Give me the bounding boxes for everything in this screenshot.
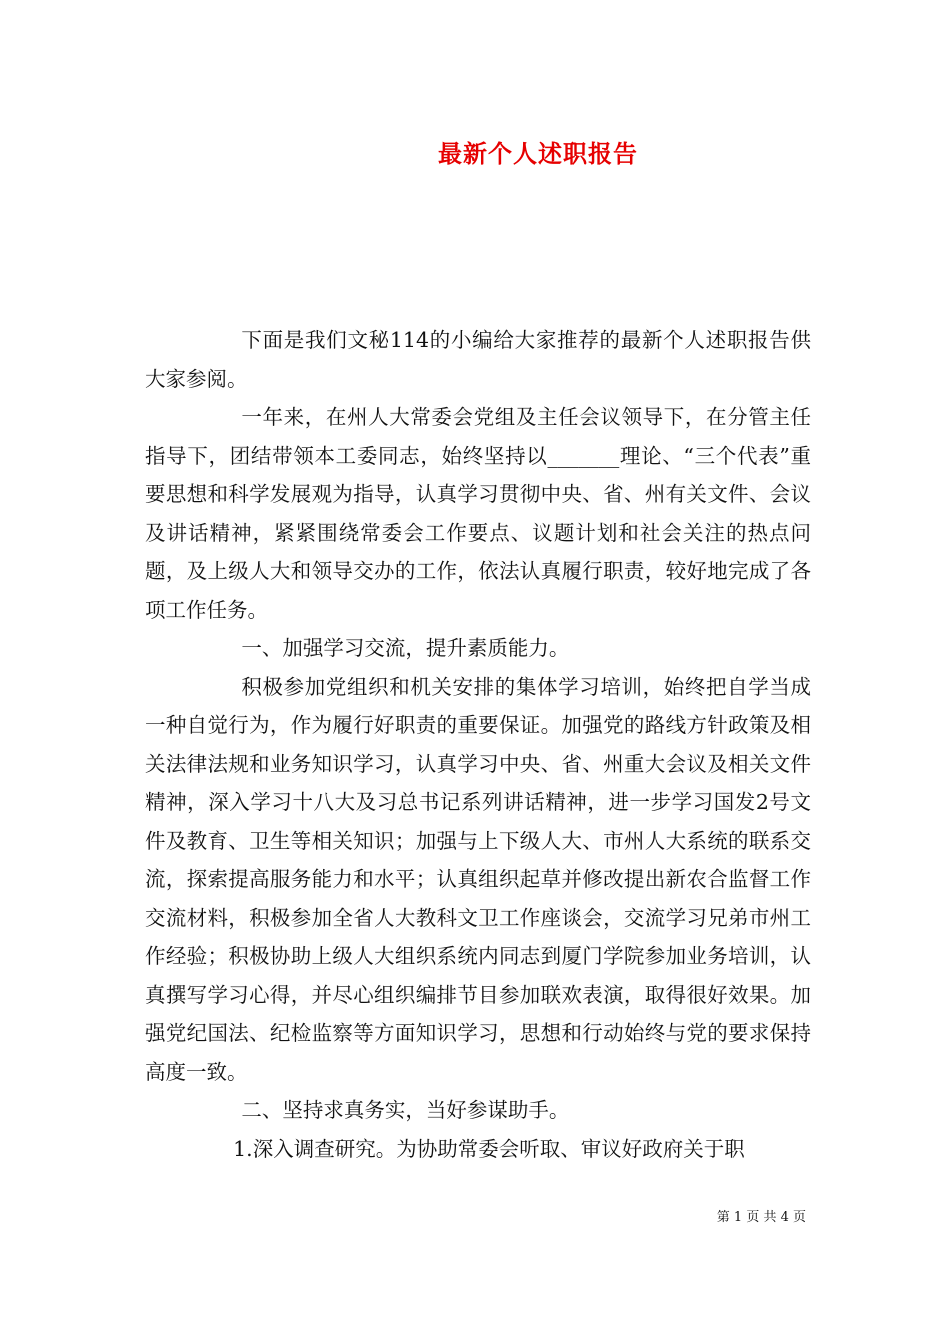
- intro-paragraph: 下面是我们文秘114的小编给大家推荐的最新个人述职报告供大家参阅。: [145, 328, 811, 391]
- section-1-paragraph: 积极参加党组织和机关安排的集体学习培训，始终把自学当成一种自觉行为，作为履行好职责的重要保证。加强党的路线方针政策及相关法律法规和业务知识学习，认真学习中央、省、州重大会议及相关文件精神，深入学习十八大及习总书记系列讲话精神，进一步学习国发2号文件及教育、卫生等相关知识；加强与上下级人大、市州人大系统的联系交流，探索提高服务能力和水平；认真组织起草并修改提出新农合监督工作交流材料，积极参加全省人大教科文卫工作座谈会，交流学习兄弟市州工作经验；积极协助上级人大组织系统内同志到厦门学院参加业务培训，认真撰写学习心得，并尽心组织编排节目参加联欢表演，取得很好效果。加强党纪国法、纪检监察等方面知识学习，思想和行动始终与党的要求保持高度一致。: [145, 674, 811, 1084]
- section-heading-1: 一、加强学习交流，提升素质能力。: [241, 636, 570, 660]
- document-title: 最新个人述职报告: [438, 139, 638, 168]
- section-2-item-1: 1.深入调查研究。为协助常委会听取、审议好政府关于职: [233, 1136, 745, 1161]
- overview-paragraph: 一年来，在州人大常委会党组及主任会议领导下，在分管主任指导下，团结带领本工委同志，始终坚持以_______理论、“三个代表”重要思想和科学发展观为指导，认真学习贯彻中央、省、州有关文件、会议及讲话精神，紧紧围绕常委会工作要点、议题计划和社会关注的热点问题，及上级人大和领导交办的工作，依法认真履行职责，较好地完成了各项工作任务。: [145, 405, 811, 622]
- page-footer: 第 1 页 共 4 页: [716, 1210, 806, 1225]
- document-body: [145, 321, 811, 1168]
- section-heading-2: 二、坚持求真务实，当好参谋助手。: [241, 1098, 570, 1122]
